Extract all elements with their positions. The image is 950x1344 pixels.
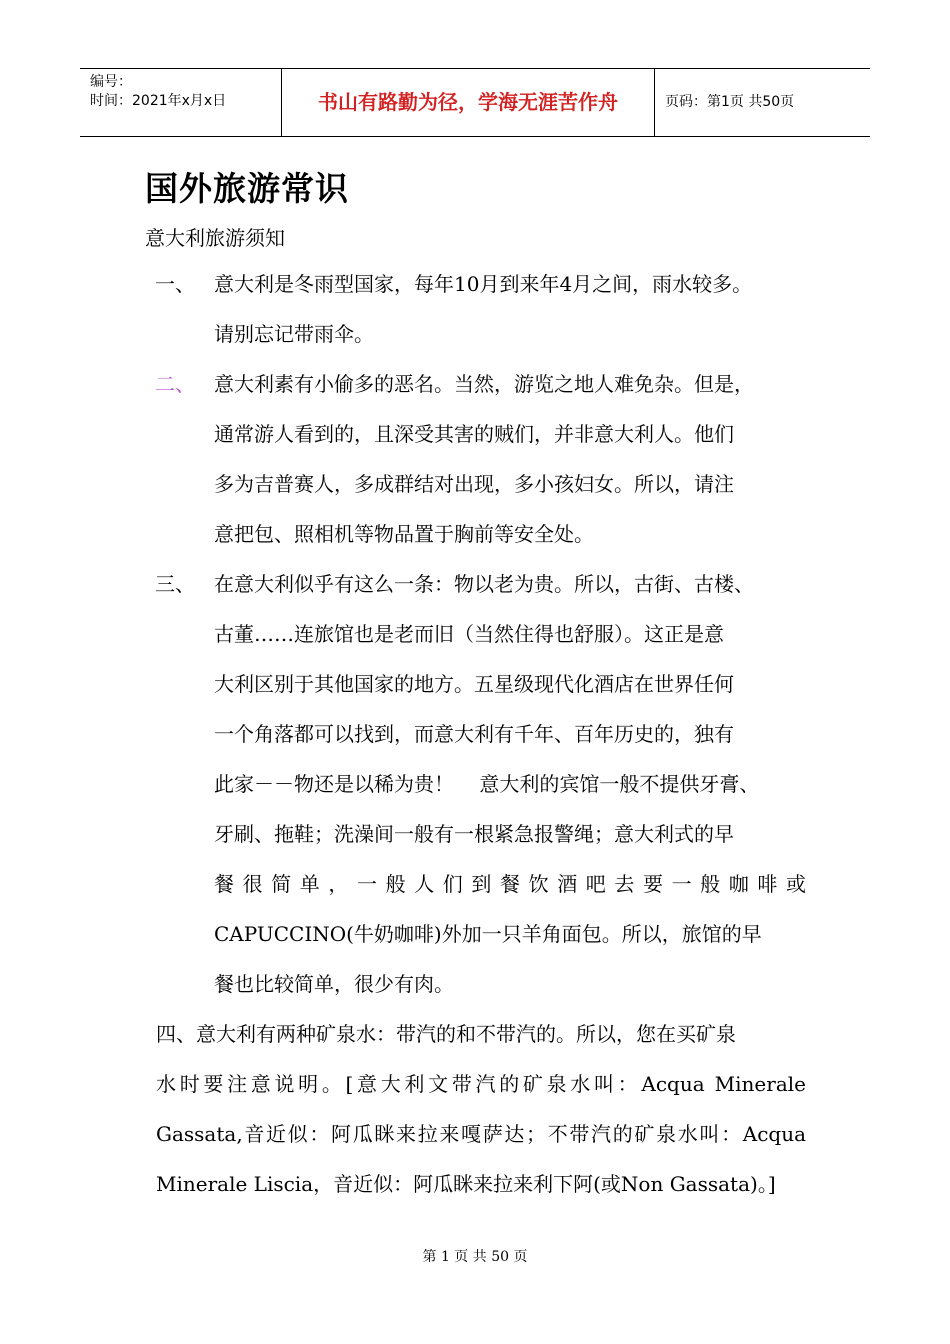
document-header xyxy=(80,68,870,137)
header-page-info: 页码：第1页 共50页 xyxy=(665,94,795,110)
item-3-line: 餐也比较简单，很少有肉。 xyxy=(214,972,454,996)
document-title: 国外旅游常识 xyxy=(145,169,349,208)
item-2-line: 多为吉普赛人，多成群结对出现，多小孩妇女。所以，请注 xyxy=(214,472,734,496)
item-3-line: 餐很简单，一般人们到餐饮酒吧去要一般咖啡或 xyxy=(214,872,806,896)
item-3-line: 大利区别于其他国家的地方。五星级现代化酒店在世界任何 xyxy=(214,672,734,696)
header-motto: 书山有路勤为径，学海无涯苦作舟 xyxy=(281,69,655,136)
item-marker-3: 三、 xyxy=(155,572,195,596)
item-3-line: 在意大利似乎有这么一条：物以老为贵。所以，古街、古楼、 xyxy=(214,572,754,596)
item-4-line: 水时要注意说明。[意大利文带汽的矿泉水叫：Acqua Minerale xyxy=(156,1072,806,1096)
item-4-line: 四、意大利有两种矿泉水：带汽的和不带汽的。所以，您在买矿泉 xyxy=(156,1022,736,1046)
document-subtitle: 意大利旅游须知 xyxy=(145,226,285,250)
item-3-line: 一个角落都可以找到，而意大利有千年、百年历史的，独有 xyxy=(214,722,734,746)
item-4-line: Gassata,音近似：阿瓜眯来拉来嘎萨达；不带汽的矿泉水叫：Acqua xyxy=(156,1122,806,1146)
item-3-line: CAPUCCINO(牛奶咖啡)外加一只羊角面包。所以，旅馆的早 xyxy=(214,922,762,946)
item-3-line: 古董……连旅馆也是老而旧（当然住得也舒服）。这正是意 xyxy=(214,622,724,646)
item-2-line: 意大利素有小偷多的恶名。当然，游览之地人难免杂。但是， xyxy=(214,372,754,396)
item-2-line: 通常游人看到的，且深受其害的贼们，并非意大利人。他们 xyxy=(214,422,734,446)
page-footer: 第 1 页 共 50 页 xyxy=(422,1249,528,1265)
header-meta xyxy=(80,69,281,136)
item-1-line: 请别忘记带雨伞。 xyxy=(214,322,374,346)
item-2-line: 意把包、照相机等物品置于胸前等安全处。 xyxy=(214,522,594,546)
item-3-line: 牙刷、拖鞋；洗澡间一般有一根紧急报警绳；意大利式的早 xyxy=(214,822,734,846)
date-label: 时间：2021年x月x日 xyxy=(90,93,227,109)
item-marker-1: 一、 xyxy=(155,272,195,296)
item-3-line: 此家－－物还是以稀为贵！ 意大利的宾馆一般不提供牙膏、 xyxy=(214,772,760,796)
code-label: 编号： xyxy=(90,74,132,90)
item-marker-2: 二、 xyxy=(155,372,195,396)
item-4-line: Minerale Liscia，音近似：阿瓜眯来拉来利下阿(或Non Gassata)。] xyxy=(156,1172,776,1196)
item-1-line: 意大利是冬雨型国家，每年10月到来年4月之间，雨水较多。 xyxy=(214,272,753,296)
